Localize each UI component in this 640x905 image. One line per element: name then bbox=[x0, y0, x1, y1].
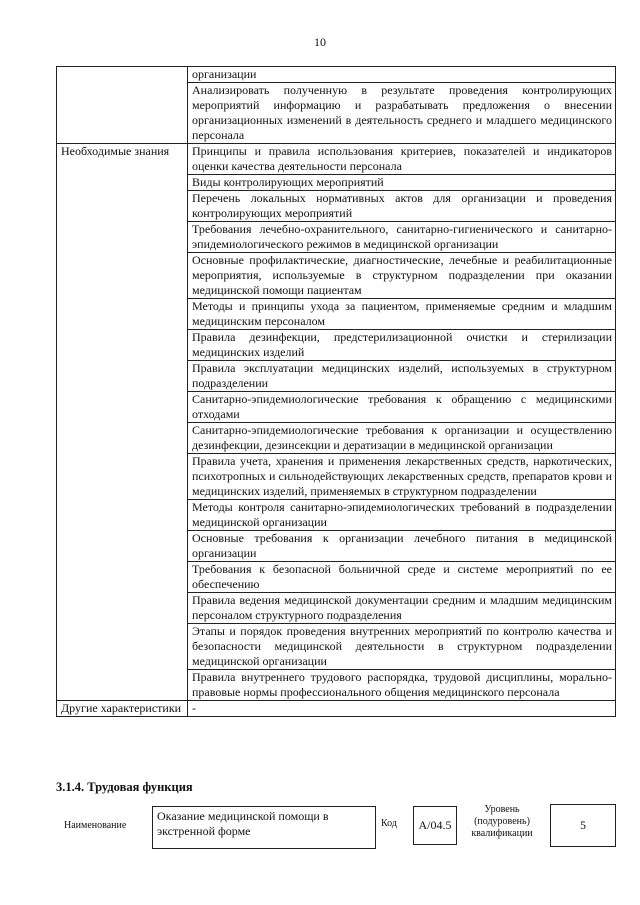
row-item: - bbox=[188, 701, 616, 717]
row-item: Правила внутреннего трудового распорядка, трудовой дисциплины, морально-правовые нормы профессионального общения медицинского персонала bbox=[188, 670, 616, 701]
row-label: Другие характеристики bbox=[57, 701, 188, 717]
row-item: Правила эксплуатации медицинских изделий, используемых в структурном подразделении bbox=[188, 361, 616, 392]
row-item: организации bbox=[188, 67, 616, 83]
row-item: Этапы и порядок проведения внутренних мероприятий по контролю качества и безопасности медицинской деятельности в структурном подразделении медицинской организации bbox=[188, 624, 616, 670]
table-row bbox=[57, 144, 616, 175]
row-label bbox=[57, 67, 188, 144]
row-item: Методы и принципы ухода за пациентом, применяемые средним и младшим медицинским персоналом bbox=[188, 299, 616, 330]
code-value: А/04.5 bbox=[413, 806, 457, 845]
row-label: Необходимые знания bbox=[57, 144, 188, 701]
page-number: 10 bbox=[314, 35, 326, 49]
row-item: Правила учета, хранения и применения лекарственных средств, наркотических, психотропных и сильнодействующих лекарственных средств, препаратов крови и медицинских изделий, применяемых в структурном подразделении bbox=[188, 454, 616, 500]
name-value: Оказание медицинской помощи в экстренной форме bbox=[152, 806, 376, 849]
row-item: Принципы и правила использования критериев, показателей и индикаторов оценки качества деятельности персонала bbox=[188, 144, 616, 175]
row-item: Перечень локальных нормативных актов для организации и проведения контролирующих мероприятий bbox=[188, 191, 616, 222]
table-row bbox=[57, 701, 616, 717]
row-item: Требования к безопасной больничной среде и системе мероприятий по ее обеспечению bbox=[188, 562, 616, 593]
row-item: Правила ведения медицинской документации средним и младшим медицинским персоналом структурного подразделения bbox=[188, 593, 616, 624]
row-item: Правила дезинфекции, предстерилизационной очистки и стерилизации медицинских изделий bbox=[188, 330, 616, 361]
table-row bbox=[57, 67, 616, 83]
section-title: 3.1.4. Трудовая функция bbox=[56, 780, 193, 794]
row-item: Анализировать полученную в результате проведения контролирующих мероприятий информацию и разрабатывать предложения о внесении организационных изменений в деятельность среднего и младшего медицинского персонала bbox=[188, 83, 616, 144]
labor-function-row bbox=[56, 804, 616, 854]
level-value: 5 bbox=[550, 804, 616, 847]
row-item: Требования лечебно-охранительного, санитарно-гигиенического и санитарно-эпидемиологического режимов в медицинской организации bbox=[188, 222, 616, 253]
row-item: Санитарно-эпидемиологические требования к обращению с медицинскими отходами bbox=[188, 392, 616, 423]
code-label: Код bbox=[381, 818, 397, 829]
row-item: Основные требования к организации лечебного питания в медицинской организации bbox=[188, 531, 616, 562]
row-item: Санитарно-эпидемиологические требования к организации и осуществлению дезинфекции, дезинсекции и дератизации в медицинской организации bbox=[188, 423, 616, 454]
row-item: Виды контролирующих мероприятий bbox=[188, 175, 616, 191]
row-item: Основные профилактические, диагностические, лечебные и реабилитационные мероприятия, используемые в структурном подразделении при оказании медицинской помощи пациентам bbox=[188, 253, 616, 299]
row-item: Методы контроля санитарно-эпидемиологических требований в подразделении медицинской организации bbox=[188, 500, 616, 531]
level-label: Уровень (подуровень) квалификации bbox=[471, 804, 533, 839]
requirements-table bbox=[56, 66, 616, 717]
name-label: Наименование bbox=[64, 820, 127, 831]
